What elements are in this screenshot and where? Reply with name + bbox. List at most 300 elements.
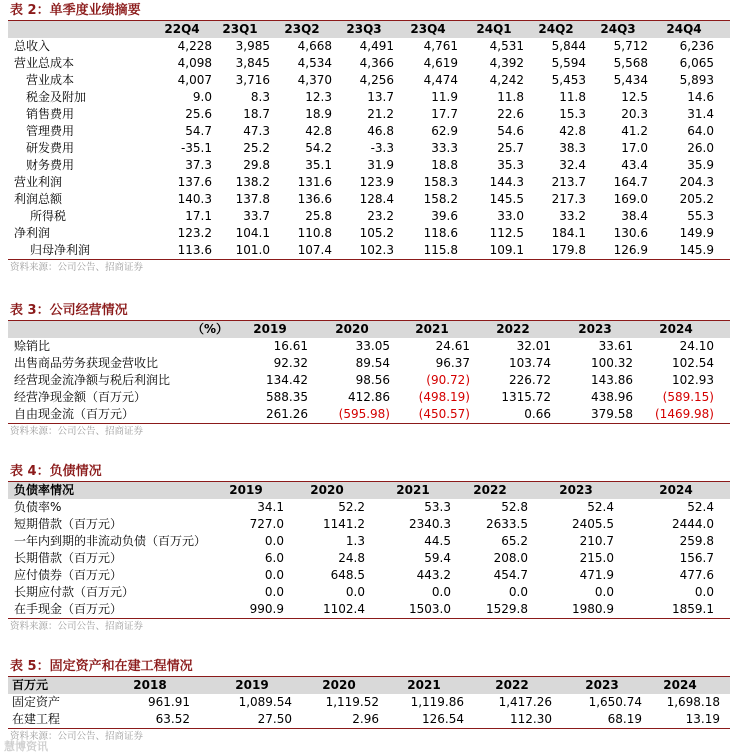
table-cell: 5,434 <box>613 73 648 87</box>
column-header: 23Q1 <box>222 22 258 36</box>
table-cell: 2633.5 <box>486 517 528 531</box>
table3-title: 表 3：公司经营情况 <box>8 302 730 321</box>
table-row <box>8 550 730 567</box>
table-row <box>8 694 730 711</box>
row-label: 应付债券（百万元） <box>14 568 123 582</box>
table-cell: 131.6 <box>297 175 332 189</box>
table-cell: -3.3 <box>370 141 394 155</box>
row-label: 长期应付款（百万元） <box>14 585 135 599</box>
table2-body <box>8 38 730 259</box>
table-cell: 107.4 <box>297 243 332 257</box>
table-cell: 179.8 <box>551 243 586 257</box>
table-cell: 1141.2 <box>323 517 365 531</box>
table-row <box>8 372 730 389</box>
row-label: 利润总额 <box>14 192 63 206</box>
table-cell: 204.3 <box>679 175 714 189</box>
table-row <box>8 601 730 618</box>
table-cell: 0.0 <box>264 534 284 548</box>
table-cell: 138.2 <box>235 175 270 189</box>
column-header: 2022 <box>496 322 530 336</box>
table-cell: 47.3 <box>243 124 270 138</box>
table-cell: 53.3 <box>424 500 451 514</box>
table-cell: 39.6 <box>431 209 458 223</box>
table-row <box>8 72 730 89</box>
table-cell: 54.7 <box>185 124 212 138</box>
table-row <box>8 338 730 355</box>
column-header: 24Q1 <box>476 22 512 36</box>
row-label: 在手现金（百万元） <box>14 602 123 616</box>
table-cell: 92.32 <box>273 356 308 370</box>
table-cell: 3,716 <box>235 73 270 87</box>
table-row <box>8 355 730 372</box>
table-cell: 123.2 <box>177 226 212 240</box>
table5 <box>8 658 730 745</box>
table3 <box>8 302 730 440</box>
table-row <box>8 584 730 601</box>
table-cell: 1,119.86 <box>410 695 464 709</box>
row-label: 净利润 <box>14 226 51 240</box>
table-cell: 1102.4 <box>323 602 365 616</box>
table-cell: 5,712 <box>613 39 648 53</box>
table-cell: 0.0 <box>694 585 714 599</box>
row-label: 负债率% <box>14 500 62 514</box>
table-cell: 37.3 <box>185 158 212 172</box>
table-cell: 44.5 <box>424 534 451 548</box>
table-cell: 158.2 <box>423 192 458 206</box>
header-label: 百万元 <box>12 678 49 692</box>
table-cell: 25.7 <box>497 141 524 155</box>
table-row <box>8 55 730 72</box>
table-cell: 184.1 <box>551 226 586 240</box>
table4-body <box>8 499 730 618</box>
row-label: 短期借款（百万元） <box>14 517 123 531</box>
column-header: 2022 <box>495 678 529 692</box>
table-cell: 261.26 <box>266 407 308 421</box>
table-row <box>8 711 730 728</box>
table-cell: 4,619 <box>423 56 458 70</box>
table-cell: 6,065 <box>679 56 714 70</box>
table-cell: 2340.3 <box>409 517 451 531</box>
table-cell: 62.9 <box>431 124 458 138</box>
table-cell: 12.5 <box>621 90 648 104</box>
table-cell: 52.8 <box>501 500 528 514</box>
table-cell: 140.3 <box>177 192 212 206</box>
table-cell: 33.0 <box>497 209 524 223</box>
table-cell: 35.9 <box>687 158 714 172</box>
table-cell: 11.8 <box>559 90 586 104</box>
table-cell: (90.72) <box>426 373 470 387</box>
table-cell: 1.3 <box>345 534 365 548</box>
table-cell: 1,089.54 <box>238 695 292 709</box>
table-cell: 226.72 <box>509 373 551 387</box>
table3-source: 资料来源：公司公告、招商证券 <box>8 423 730 440</box>
column-header: 2021 <box>415 322 449 336</box>
table-cell: 379.58 <box>591 407 633 421</box>
row-label: 管理费用 <box>26 124 75 138</box>
table-cell: 727.0 <box>249 517 284 531</box>
table-cell: 12.3 <box>305 90 332 104</box>
table-cell: 471.9 <box>579 568 614 582</box>
table-cell: 6,236 <box>679 39 714 53</box>
row-label: 自由现金流（百万元） <box>14 407 135 421</box>
table-cell: 16.61 <box>273 339 308 353</box>
table-cell: 4,668 <box>297 39 332 53</box>
table-cell: 52.2 <box>338 500 365 514</box>
row-label: 一年内到期的非流动负债（百万元） <box>14 534 207 548</box>
unit-label: （%） <box>192 322 229 336</box>
row-label: 赊销比 <box>14 339 51 353</box>
table-cell: 126.9 <box>613 243 648 257</box>
column-header: 2019 <box>229 483 263 497</box>
table-cell: 4,531 <box>489 39 524 53</box>
column-header: 24Q2 <box>538 22 574 36</box>
table-cell: 215.0 <box>579 551 614 565</box>
table-cell: 112.5 <box>489 226 524 240</box>
table-cell: 33.05 <box>355 339 390 353</box>
table-cell: 25.6 <box>185 107 212 121</box>
table-cell: 18.7 <box>243 107 270 121</box>
table-row <box>8 174 730 191</box>
table-cell: 59.4 <box>424 551 451 565</box>
table-cell: 118.6 <box>423 226 458 240</box>
table-cell: 210.7 <box>579 534 614 548</box>
table-cell: 8.3 <box>250 90 270 104</box>
table-cell: 0.0 <box>345 585 365 599</box>
table-row <box>8 389 730 406</box>
table-cell: 144.3 <box>489 175 524 189</box>
table-cell: 588.35 <box>266 390 308 404</box>
table-cell: 35.3 <box>497 158 524 172</box>
column-header: 2021 <box>407 678 441 692</box>
table-row <box>8 406 730 423</box>
table-cell: 25.2 <box>243 141 270 155</box>
table5-header <box>8 677 730 694</box>
column-header: 2022 <box>473 483 507 497</box>
table-cell: 113.6 <box>177 243 212 257</box>
table-cell: 5,893 <box>679 73 714 87</box>
row-label: 固定资产 <box>12 695 61 709</box>
column-header: 2021 <box>396 483 430 497</box>
table-cell: (589.15) <box>662 390 714 404</box>
table-cell: 213.7 <box>551 175 586 189</box>
table-cell: 68.19 <box>607 712 642 726</box>
table-cell: 31.9 <box>367 158 394 172</box>
row-label: 税金及附加 <box>26 90 87 104</box>
table-cell: 149.9 <box>679 226 714 240</box>
table-cell: 11.8 <box>497 90 524 104</box>
row-label: 营业总成本 <box>14 56 75 70</box>
table-cell: 123.9 <box>359 175 394 189</box>
table-cell: (595.98) <box>338 407 390 421</box>
table-cell: 102.93 <box>672 373 714 387</box>
table-cell: 102.3 <box>359 243 394 257</box>
table-cell: 1503.0 <box>409 602 451 616</box>
table4-title: 表 4：负债情况 <box>8 463 730 482</box>
table-cell: 110.8 <box>297 226 332 240</box>
row-label: 归母净利润 <box>30 243 91 257</box>
table-cell: 443.2 <box>416 568 451 582</box>
table-cell: 208.0 <box>493 551 528 565</box>
table-cell: 64.0 <box>687 124 714 138</box>
table-cell: 4,534 <box>297 56 332 70</box>
table-cell: 145.5 <box>489 192 524 206</box>
table-cell: 18.9 <box>305 107 332 121</box>
table-cell: 5,844 <box>551 39 586 53</box>
table-cell: 63.52 <box>155 712 190 726</box>
column-header: 23Q4 <box>410 22 446 36</box>
table-cell: 31.4 <box>687 107 714 121</box>
table-cell: (1469.98) <box>655 407 714 421</box>
table-cell: 454.7 <box>493 568 528 582</box>
table-cell: 38.3 <box>559 141 586 155</box>
table-cell: 143.86 <box>591 373 633 387</box>
table-cell: 101.0 <box>235 243 270 257</box>
column-header: 24Q3 <box>600 22 636 36</box>
table-cell: 0.0 <box>431 585 451 599</box>
table-row <box>8 38 730 55</box>
table-cell: 55.3 <box>687 209 714 223</box>
column-header: 2024 <box>659 322 693 336</box>
table-cell: 15.3 <box>559 107 586 121</box>
table-cell: 961.91 <box>148 695 190 709</box>
table-cell: 2444.0 <box>672 517 714 531</box>
table-cell: 1,650.74 <box>588 695 642 709</box>
column-header: 2018 <box>133 678 167 692</box>
header-label: 负债率情况 <box>14 483 75 497</box>
table-cell: 96.37 <box>435 356 470 370</box>
table-cell: 4,256 <box>359 73 394 87</box>
table-cell: 205.2 <box>679 192 714 206</box>
table-cell: 217.3 <box>551 192 586 206</box>
table-cell: 4,761 <box>423 39 458 53</box>
table-cell: 115.8 <box>423 243 458 257</box>
table-cell: 158.3 <box>423 175 458 189</box>
table-cell: 32.01 <box>516 339 551 353</box>
table-cell: 4,366 <box>359 56 394 70</box>
table-cell: 43.4 <box>621 158 648 172</box>
column-header: 2023 <box>559 483 593 497</box>
row-label: 营业利润 <box>14 175 63 189</box>
row-label: 在建工程 <box>12 712 61 726</box>
column-header: 2019 <box>253 322 287 336</box>
table-cell: 164.7 <box>613 175 648 189</box>
row-label: 营业成本 <box>26 73 75 87</box>
table-cell: 156.7 <box>679 551 714 565</box>
table3-header <box>8 321 730 338</box>
table-cell: 24.10 <box>679 339 714 353</box>
column-header: 2024 <box>663 678 697 692</box>
table-cell: 41.2 <box>621 124 648 138</box>
table-row <box>8 89 730 106</box>
table-cell: 24.8 <box>338 551 365 565</box>
table-cell: 98.56 <box>355 373 390 387</box>
column-header: 2020 <box>335 322 369 336</box>
table-cell: 33.7 <box>243 209 270 223</box>
table-cell: 126.54 <box>422 712 464 726</box>
table2-title: 表 2：单季度业绩摘要 <box>8 2 730 21</box>
table-cell: 137.8 <box>235 192 270 206</box>
row-label: 研发费用 <box>26 141 75 155</box>
table-cell: 134.42 <box>266 373 308 387</box>
table-cell: 3,845 <box>235 56 270 70</box>
table-cell: 21.2 <box>367 107 394 121</box>
column-header: 24Q4 <box>666 22 702 36</box>
table-cell: 46.8 <box>367 124 394 138</box>
column-header: 2023 <box>578 322 612 336</box>
table-cell: 109.1 <box>489 243 524 257</box>
table-cell: 13.7 <box>367 90 394 104</box>
table-cell: 1980.9 <box>572 602 614 616</box>
table-cell: 35.1 <box>305 158 332 172</box>
table2 <box>8 2 730 276</box>
table-cell: 0.0 <box>594 585 614 599</box>
table-cell: 477.6 <box>679 568 714 582</box>
table-cell: 34.1 <box>257 500 284 514</box>
table-cell: 412.86 <box>348 390 390 404</box>
table3-body <box>8 338 730 423</box>
table-cell: 0.0 <box>264 585 284 599</box>
row-label: 所得税 <box>30 209 67 223</box>
table-cell: 4,392 <box>489 56 524 70</box>
column-header: 23Q2 <box>284 22 320 36</box>
table4 <box>8 463 730 635</box>
table-cell: 259.8 <box>679 534 714 548</box>
table-cell: 54.6 <box>497 124 524 138</box>
table-cell: 130.6 <box>613 226 648 240</box>
table-cell: (450.57) <box>418 407 470 421</box>
table-cell: 29.8 <box>243 158 270 172</box>
table-cell: 4,007 <box>177 73 212 87</box>
table-cell: 145.9 <box>679 243 714 257</box>
table-cell: 54.2 <box>305 141 332 155</box>
table-cell: 22.6 <box>497 107 524 121</box>
row-label: 销售费用 <box>26 107 75 121</box>
table-cell: 42.8 <box>559 124 586 138</box>
row-label: 出售商品劳务获现金营收比 <box>14 356 159 370</box>
table2-header <box>8 21 730 38</box>
table-row <box>8 191 730 208</box>
table-cell: 5,594 <box>551 56 586 70</box>
table-cell: 9.0 <box>192 90 212 104</box>
table-cell: 24.61 <box>435 339 470 353</box>
table-cell: 26.0 <box>687 141 714 155</box>
table5-body <box>8 694 730 728</box>
table-cell: 1529.8 <box>486 602 528 616</box>
table-cell: 33.2 <box>559 209 586 223</box>
table-row <box>8 140 730 157</box>
table-cell: 17.1 <box>185 209 212 223</box>
table-cell: 20.3 <box>621 107 648 121</box>
table5-source: 资料来源：公司公告、招商证券 <box>8 728 730 745</box>
table2-source: 资料来源：公司公告、招商证券 <box>8 259 730 276</box>
table-cell: 2405.5 <box>572 517 614 531</box>
table-cell: 52.4 <box>587 500 614 514</box>
table5-title: 表 5：固定资产和在建工程情况 <box>8 658 730 677</box>
table-cell: 18.8 <box>431 158 458 172</box>
watermark: 慧博资讯 <box>4 740 48 753</box>
table-cell: 0.0 <box>264 568 284 582</box>
table-cell: 14.6 <box>687 90 714 104</box>
table-cell: 128.4 <box>359 192 394 206</box>
table-row <box>8 533 730 550</box>
column-header: 22Q4 <box>164 22 200 36</box>
table-row <box>8 242 730 259</box>
table-row <box>8 516 730 533</box>
table-cell: -35.1 <box>180 141 212 155</box>
table-row <box>8 106 730 123</box>
column-header: 2020 <box>310 483 344 497</box>
table-cell: 5,453 <box>551 73 586 87</box>
table-cell: 52.4 <box>687 500 714 514</box>
table-cell: 1859.1 <box>672 602 714 616</box>
table-cell: 38.4 <box>621 209 648 223</box>
row-label: 财务费用 <box>26 158 75 172</box>
table-cell: 4,098 <box>177 56 212 70</box>
row-label: 总收入 <box>14 39 51 53</box>
table-cell: 100.32 <box>591 356 633 370</box>
table-row <box>8 499 730 516</box>
table-row <box>8 225 730 242</box>
table-cell: 438.96 <box>591 390 633 404</box>
table-cell: 0.66 <box>524 407 551 421</box>
table-cell: 32.4 <box>559 158 586 172</box>
table-cell: 3,985 <box>235 39 270 53</box>
table-cell: 104.1 <box>235 226 270 240</box>
table-cell: 136.6 <box>297 192 332 206</box>
table-row <box>8 567 730 584</box>
table-cell: 13.19 <box>685 712 720 726</box>
table-cell: 4,491 <box>359 39 394 53</box>
column-header: 2019 <box>235 678 269 692</box>
table-cell: 1315.72 <box>501 390 551 404</box>
table-cell: 103.74 <box>509 356 551 370</box>
table-cell: 65.2 <box>501 534 528 548</box>
column-header: 2020 <box>322 678 356 692</box>
table-cell: 1,698.18 <box>666 695 720 709</box>
table-cell: 23.2 <box>367 209 394 223</box>
table-cell: 11.9 <box>431 90 458 104</box>
table-cell: 169.0 <box>613 192 648 206</box>
table-cell: 4,474 <box>423 73 458 87</box>
table-cell: 4,370 <box>297 73 332 87</box>
table-cell: 33.61 <box>598 339 633 353</box>
column-header: 2023 <box>585 678 619 692</box>
table-cell: 6.0 <box>264 551 284 565</box>
table-cell: 2.96 <box>352 712 379 726</box>
table-cell: 17.0 <box>621 141 648 155</box>
table-cell: 990.9 <box>249 602 284 616</box>
table-cell: 4,242 <box>489 73 524 87</box>
table-row <box>8 157 730 174</box>
table-cell: 137.6 <box>177 175 212 189</box>
table-cell: 27.50 <box>257 712 292 726</box>
table-cell: 25.8 <box>305 209 332 223</box>
table-row <box>8 208 730 225</box>
table-cell: 42.8 <box>305 124 332 138</box>
table-cell: 17.7 <box>431 107 458 121</box>
table-cell: 648.5 <box>330 568 365 582</box>
row-label: 经营净现金额（百万元） <box>14 390 147 404</box>
table-cell: 89.54 <box>355 356 390 370</box>
table-cell: 0.0 <box>508 585 528 599</box>
table-row <box>8 123 730 140</box>
table-cell: 112.30 <box>510 712 552 726</box>
row-label: 经营现金流净额与税后利润比 <box>14 373 171 387</box>
table-cell: 4,228 <box>177 39 212 53</box>
table-cell: 1,119.52 <box>325 695 379 709</box>
table-cell: 5,568 <box>613 56 648 70</box>
table-cell: 1,417.26 <box>498 695 552 709</box>
